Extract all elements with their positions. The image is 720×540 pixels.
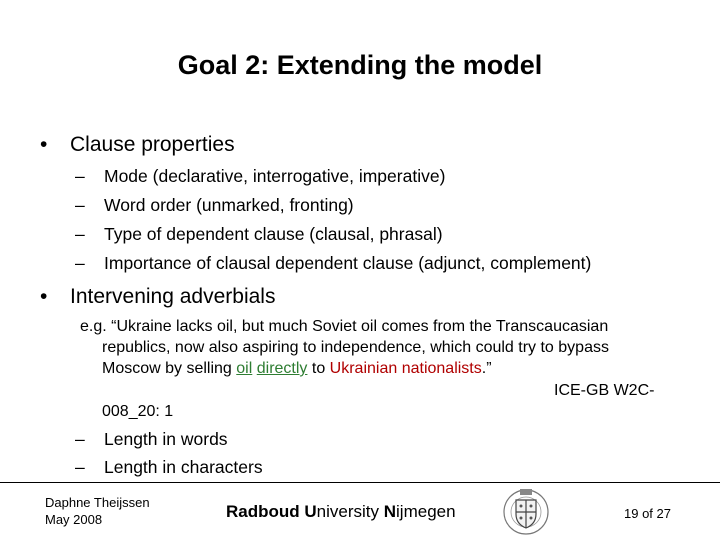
example-line-2: republics, now also aspiring to independence, which could try to bypass bbox=[102, 339, 609, 356]
university-part: ijmegen bbox=[396, 502, 456, 521]
source-reference-a: ICE-GB W2C- bbox=[554, 382, 655, 399]
footer-date: May 2008 bbox=[45, 512, 103, 527]
example-text: Moscow by selling bbox=[102, 360, 237, 377]
highlight-directly: directly bbox=[256, 360, 308, 377]
highlight-oil: oil bbox=[236, 360, 253, 377]
bullet-marker: • bbox=[40, 285, 48, 308]
university-part: N bbox=[383, 502, 397, 521]
footer-author-block bbox=[45, 494, 150, 528]
dash-marker: – bbox=[75, 195, 85, 215]
dash-marker: – bbox=[75, 429, 85, 449]
university-part: U bbox=[304, 502, 317, 521]
example-text: to bbox=[307, 360, 330, 377]
dash-marker: – bbox=[75, 457, 85, 477]
example-text: .” bbox=[481, 360, 492, 377]
footer-divider bbox=[0, 482, 720, 483]
subitem-text: Type of dependent clause (clausal, phrasal) bbox=[104, 224, 443, 244]
bullet-marker: • bbox=[40, 133, 48, 156]
university-part: Radboud bbox=[226, 502, 305, 521]
dash-marker: – bbox=[75, 224, 85, 244]
subitem-text: Length in characters bbox=[104, 457, 263, 477]
footer-university bbox=[226, 502, 456, 522]
bullet-text: Clause properties bbox=[70, 133, 235, 156]
example-line-3 bbox=[102, 358, 492, 379]
page-number: 19 of 27 bbox=[624, 506, 671, 521]
subitem-text: Length in words bbox=[104, 429, 228, 449]
dash-marker: – bbox=[75, 166, 85, 186]
subitem-text: Word order (unmarked, fronting) bbox=[104, 195, 354, 215]
university-seal-icon bbox=[500, 484, 552, 538]
subitem-text: Importance of clausal dependent clause (adjunct, complement) bbox=[104, 253, 592, 273]
university-part: niversity bbox=[316, 502, 384, 521]
highlight-nationalists: Ukrainian nationalists bbox=[329, 360, 482, 377]
bullet-text: Intervening adverbials bbox=[70, 285, 276, 308]
slide-title: Goal 2: Extending the model bbox=[177, 50, 543, 80]
footer-author: Daphne Theijssen bbox=[45, 495, 150, 510]
source-reference-b: 008_20: 1 bbox=[102, 403, 174, 420]
subitem-text: Mode (declarative, interrogative, imperative) bbox=[104, 166, 446, 186]
example-line-1: e.g. “Ukraine lacks oil, but much Soviet oil comes from the Transcaucasian bbox=[80, 318, 609, 335]
dash-marker: – bbox=[75, 253, 85, 273]
